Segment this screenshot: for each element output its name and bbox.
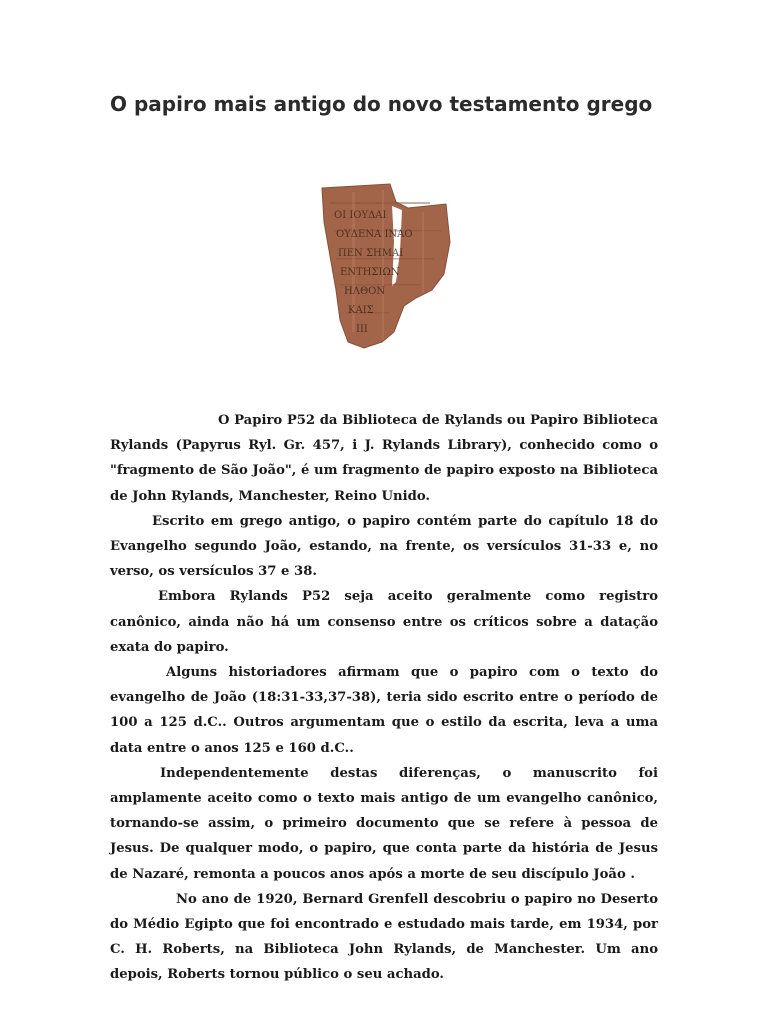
paragraph-3: Embora Rylands P52 seja aceito geralmente como registro canônico, ainda não há um consenso entre os críticos sobre a datação exata do papiro. xyxy=(110,589,658,655)
papyrus-script-line: ΕΝΤΗΣΙΩΝ xyxy=(340,267,400,278)
paragraph-5: Independentemente destas diferenças, o manuscrito foi amplamente aceito como o texto mais antigo de um evangelho canônico, tornando-se assim, o primeiro documento que se refere à pessoa de Jesus. De qualquer modo, o papiro, que conta parte da história de Jesus de Nazaré, remonta a poucos anos após a morte de seu discípulo João . xyxy=(110,765,658,882)
paragraph-2: Escrito em grego antigo, o papiro contém parte do capítulo 18 do Evangelho segundo João, estando, na frente, os versículos 31-33 e, no verso, os versículos 37 e 38. xyxy=(110,513,658,580)
papyrus-fragment-icon xyxy=(312,182,454,360)
papyrus-script-line: ΟΙ ΙΟΥΔΑΙ xyxy=(334,210,387,221)
papyrus-script-line: ΙΙΙ xyxy=(356,324,368,335)
papyrus-script-line: ΚΑΙΣ xyxy=(348,305,374,316)
papyrus-script-line: ΗΛΘΟΝ xyxy=(344,286,386,297)
papyrus-fragment-image xyxy=(312,182,454,360)
page-title: O papiro mais antigo do novo testamento grego xyxy=(110,92,653,116)
article-body xyxy=(110,408,658,988)
paragraph-6: No ano de 1920, Bernard Grenfell descobriu o papiro no Deserto do Médio Egipto que foi encontrado e estudado mais tarde, em 1934, por C. H. Roberts, na Biblioteca John Rylands, de Manchester. Um ano depois, Roberts tornou público o seu achado. xyxy=(110,891,658,983)
paragraph-4: Alguns historiadores afirmam que o papiro com o texto do evangelho de João (18:31-33,37-38), teria sido escrito entre o período de 100 a 125 d.C.. Outros argumentam que o estilo da escrita, leva a uma data entre o anos 125 e 160 d.C.. xyxy=(110,665,658,756)
paragraph-1: O Papiro P52 da Biblioteca de Rylands ou Papiro Biblioteca Rylands (Papyrus Ryl. Gr. 457, i J. Rylands Library), conhecido como o "fragmento de São João", é um fragmento de papiro exposto na Biblioteca de John Rylands, Manchester, Reino Unido. xyxy=(110,413,658,504)
papyrus-script-line: ΟΥΔΕΝΑ ΙΝΑΟ xyxy=(336,229,413,240)
papyrus-script-line: ΠΕΝ ΣΗΜΑΙ xyxy=(338,248,404,259)
